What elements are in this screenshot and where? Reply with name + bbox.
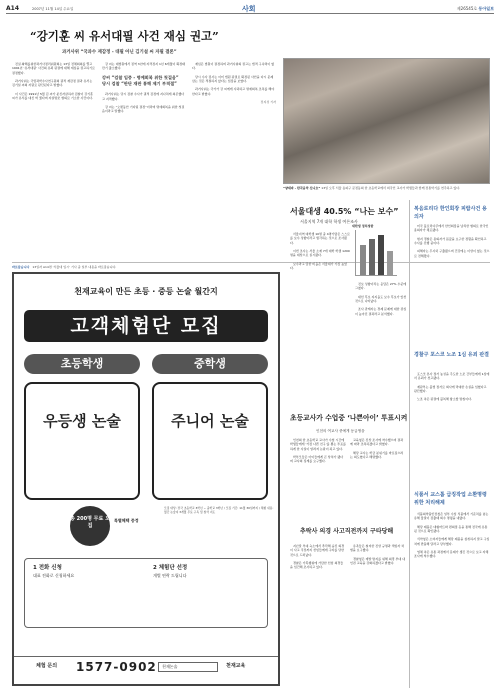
chart-bar — [387, 251, 393, 275]
paragraph: 과거사위는 국가가 강 씨에게 사과하고 명예회복 조치를 해야 한다고 밝혔다. — [192, 87, 275, 96]
news-photo — [283, 58, 490, 184]
paragraph: 당시 수사 검사는 이미 법원 판결로 확정된 사안을 다시 문제 삼는 것은 적절하지 않다는 입장을 보였다. — [192, 74, 274, 84]
ad-middle-label: 중학생 — [152, 354, 268, 374]
paragraph: 업체 측은 유통 과정에서 문제가 생긴 것으로 보고 자체 조사에 착수했다. — [414, 550, 489, 559]
ad-search-box[interactable]: 천재논술 — [158, 662, 218, 672]
ad-product-left: 우등생 논술 — [24, 382, 140, 500]
paragraph: 과거사위는 당시 검찰 수사가 필적 감정에 지나치게 의존했다고 지적했다. — [102, 92, 185, 101]
paragraph: 경찰청은 재발 방지를 위해 의경 부대 내 인권 교육을 강화하겠다고 밝혔다. — [350, 556, 406, 566]
article3-subtitle: 인천의 여교사 중에게 동급생을 — [316, 429, 365, 433]
mid-subhead-1: 강씨 “검찰 입증 - 명예회복 위한 첫걸음” — [102, 74, 179, 80]
chart-bar — [360, 245, 366, 275]
paragraph: 인천의 한 초등학교 교사가 수업 시간에 학생들에게 ‘가장 나쁜 친구’를 뽑는 투표를 하게 한 사실이 알려져 논란이 되고 있다. — [290, 438, 346, 451]
caption-text: 13일 오후 서울 송파구 문정동의 한 초등학교에서 외국인 교사가 학생들과 함께 전통악기를 연주하고 있다. — [321, 186, 461, 190]
ad-elementary-label: 초등학생 — [24, 354, 140, 374]
ad-step-1: 1 전화 신청 대표 전화로 신청하세요 — [33, 565, 75, 578]
paragraph: 재판부는 불법 점거로 회사에 막대한 손실을 입혔다고 판단했다. — [414, 384, 487, 394]
ad-phone-label: 체험 문의 — [36, 663, 58, 669]
paragraph: 학부모들은 아이들에게 큰 상처가 됐다며 교사의 징계를 요구했다. — [290, 455, 344, 464]
section-title: 사회 — [242, 5, 256, 13]
ad-main-banner: 고객체험단 모집 — [24, 310, 268, 342]
paragraph: 해당 제품은 대형마트와 편의점 등을 통해 전국에 유통된 것으로 확인됐다. — [414, 524, 488, 534]
paragraph: 강 씨는 “오랫동안 기다린 결정”이라며 명예회복을 위한 첫걸음이라고 말했다. — [102, 104, 185, 114]
ad-circle-badge: 총 200명 무료 모집 — [70, 506, 110, 546]
chart-title: 대학생 정치성향 — [352, 224, 374, 228]
issue-date: 2007년 11월 14일 수요일 — [32, 7, 74, 11]
ad-bottom-bar — [14, 656, 278, 678]
paragraph: 미국 플로리다주에서 한인회장을 납치한 혐의로 한국인 용의자가 체포됐다. — [414, 224, 489, 233]
mid-subhead-2: 당시 검찰 “판단 재판 통해 제기 부적절” — [102, 80, 177, 86]
ad-product-right: 주니어 논술 — [152, 382, 268, 500]
masthead — [6, 4, 494, 14]
page-number: A14 — [6, 5, 19, 12]
paragraph: 과거사위는 국립과학수사연구원의 필적 재감정 결과 유서는 김기설 씨의 자필로 판단된다고 밝혔다. — [12, 79, 93, 88]
paragraph: 해당 교사는 학급 분위기를 바로잡으려는 의도였다고 해명했다. — [350, 450, 404, 460]
article4-title: 추락사 의경 사고직전까지 구타당해 — [300, 528, 394, 535]
side3-body — [414, 512, 490, 682]
ad-info-text: 모집 대상: 전국 초등학교 3학년 ~ 중학교 3학년 / 모집 기간: 11월 30일까지 / 체험 내용: 월간 논술지 3개월 무료 구독 및 첨삭 지도 — [164, 506, 274, 515]
paragraph: 경찰은 가혹행위에 가담한 선임 의경들을 입건해 조사하고 있다. — [290, 561, 344, 570]
advertisement[interactable] — [12, 272, 280, 686]
paragraph: 조사 관계자는 경제 문제에 대한 관심이 높아진 결과라고 분석했다. — [355, 307, 407, 316]
main-col-1 — [12, 62, 96, 258]
ad-brand: 천재교육 — [226, 663, 246, 669]
ad-phone-number[interactable]: 1577-0902 — [76, 660, 157, 674]
paragraph: 유족들은 철저한 진상 규명과 책임자 처벌을 요구했다. — [350, 544, 405, 553]
paragraph: 교육청은 진상 조사에 착수했으며 결과에 따라 조치하겠다고 밝혔다. — [350, 438, 404, 447]
ad-step-2: 2 체험단 선정 개별 연락 드립니다 — [153, 565, 188, 578]
paragraph: 현지 경찰은 용의자가 몸값을 요구한 정황을 확인하고 수사를 진행 중이다. — [414, 236, 487, 246]
paragraph: 포스코 본사 점거 농성을 주도한 노조 간부들에게 1심에서 유죄가 선고됐다. — [414, 372, 490, 381]
mid-subheads — [102, 75, 186, 88]
column-divider — [409, 200, 410, 688]
article2-subtitle: 서울지역 7개 대학 학생 여론조사 — [300, 219, 358, 224]
ad-top-line: 천재교육이 만든 초등 · 중등 논술 월간지 — [74, 287, 218, 296]
paragraph: 강 씨는 대법원에서 징역 3년에 자격정지 1년 6개월이 확정돼 만기 출소했다. — [102, 62, 186, 71]
paragraph: 재심은 법원이 결정하며 과거사위의 권고는 법적 구속력이 없다. — [192, 62, 275, 71]
paragraph: 보수라고 답한 비율은 서울대가 가장 높았다. — [290, 261, 348, 271]
chart-bar — [369, 239, 375, 275]
paragraph: 지난달 부대 숙소에서 추락해 숨진 의경이 사고 직전까지 선임들에게 구타를 당한 것으로 드러났다. — [290, 544, 345, 557]
paragraph: 이번 조사는 서울 소재 7개 대학 학생 1200명을 대상으로 실시됐다. — [290, 249, 350, 258]
note-text: 13일자 A14면 ‘서울대 입시’ 기사 중 일부 내용을 바로잡습니다. — [32, 265, 117, 269]
article3-title: 초등교사가 수업중 ‘나쁜아이’ 투표시켜 — [290, 414, 408, 422]
paragraph: 식품의약품안전청은 일부 수입 식품에서 기준치를 넘는 유해 물질이 검출돼 회수 명령을 내렸다. — [414, 512, 489, 521]
byline: 전지성 기자 — [260, 100, 276, 105]
main-col-3 — [192, 62, 276, 258]
chart-bar — [378, 235, 384, 275]
paragraph: 대선 후보 지지율도 보수 후보가 앞선 것으로 나타났다. — [355, 294, 407, 304]
article2-title: 서울대생 40.5% “나는 보수” — [290, 207, 399, 216]
paragraph: 노조 측은 판결에 불복해 항소할 방침이다. — [417, 397, 472, 402]
main-headline: “강기훈 씨 유서대필 사건 재심 권고” — [30, 29, 219, 43]
article2-body — [290, 232, 350, 402]
paragraph: 진보 성향이라는 응답은 27% 수준에 그쳤다. — [355, 282, 407, 291]
caption-title: “양대파 - 한국음악 신나요” — [283, 186, 321, 190]
masthead-right: 제26545호 동아일보 — [456, 6, 494, 11]
paragraph: 이 사건은 1991년 5월 김 씨가 분신자살하자 검찰이 강기훈 씨가 유서를 대신 써 줬다며 자살방조 혐의로 기소한 사건이다. — [12, 91, 94, 101]
side2-body — [414, 372, 490, 482]
paragraph: 서울지역 대학생 10명 중 4명가량은 스스로를 보수 성향이라고 생각하는 것으로 조사됐다. — [290, 232, 350, 245]
main-article-body — [12, 62, 276, 258]
ad-steps — [24, 558, 268, 628]
photo-caption — [283, 186, 490, 190]
article4-body — [290, 544, 406, 682]
main-col-2 — [102, 62, 186, 258]
article2-body-2 — [355, 282, 407, 402]
paragraph: 진실·화해를위한과거사정리위원회는 13일 전체회의를 열고 1991년 ‘유서대필’ 사건의 유죄 판결에 대해 재심을 권고하기로 결정했다. — [12, 62, 95, 75]
side3-title: 식품서 교스톱 급징작업 소환명령 위한 처리해제 — [414, 492, 487, 506]
side1-body — [414, 224, 490, 344]
brand-name: 동아일보 — [478, 6, 494, 11]
paragraph: 피해자는 무사히 구출됐으며 건강에는 이상이 없는 것으로 전해졌다. — [414, 249, 490, 258]
note-tag: 바로잡습니다 — [12, 265, 30, 269]
side1-title: 복음로리다 한인회장 피랍사건 용의자 — [414, 206, 487, 220]
ad-circle-sub: 특별혜택 증정 — [114, 518, 139, 523]
small-bar-chart — [355, 230, 397, 276]
article3-body — [290, 438, 406, 526]
main-subhead: 과거사위 “국과수 재감정 - 대필 아닌 김기설 씨 자필 결론” — [62, 50, 177, 55]
side2-title: 경찰구 포스코 노조 1심 유죄 판결 — [414, 352, 489, 358]
paragraph: 식약청은 소비자들에게 해당 제품을 섭취하지 말고 구입처에 반품해 달라고 당부했다. — [414, 537, 490, 546]
